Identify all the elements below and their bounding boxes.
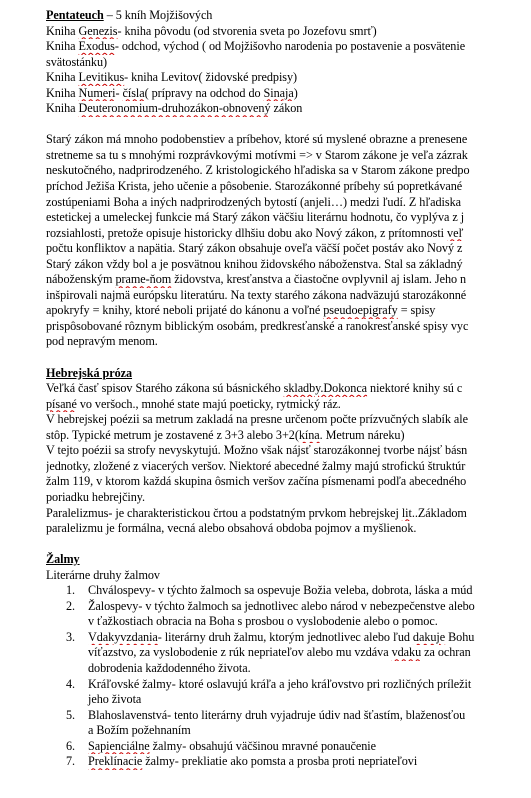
list-item-line [46,614,531,630]
misspelled-word: veľ [447,225,464,240]
text-run: Kniha [46,39,79,54]
list-item-text [88,599,475,613]
text-run: náboženským [46,272,116,287]
misspelled-word: dakuje [412,629,446,644]
text-run: Kráľovské žalmy- ktoré oslavujú kráľa a jeho kráľovstvo pri rozličných príležit [88,676,472,691]
list-number: 2. [66,598,76,613]
list-item-text [88,739,376,753]
paragraph-line [46,210,531,226]
misspelled-word: Sapienciálne [88,738,150,753]
text-run: svätostánku) [46,54,108,69]
text-run: apokryfy = knihy, ktoré neboli prijaté do kánonu a voľné [46,303,324,318]
misspelled-word: Exodus [78,39,115,54]
text-run: rozsiahlosti, pretože opisuje historicky dlhšiu dobu ako Nový zákon, z prítomnosti [46,225,448,240]
text-run: prispôsobované rôznym biblickým osobám, predkresťanské a ranokresťanské spisy vyc [46,318,469,333]
list-item-text [88,645,471,659]
text-run: žalmy- prekliatie ako pomsta a prosba proti nepriateľovi [142,754,418,769]
paragraph-line [46,241,531,257]
paragraph-line [46,163,531,179]
pentateuch-heading-rest: – 5 kníh Mojžišových [103,8,213,22]
list-item-text [88,723,191,737]
paragraph-line [46,226,531,242]
list-item-text [88,661,251,675]
misspelled-word: Preklínacie [88,754,143,769]
psalms-numbered-list [46,583,531,770]
text-run: - kniha Levitov( židovské predpisy) [124,70,298,85]
list-item-line [46,645,531,661]
list-item-line [46,677,531,693]
text-run: neskutočného, nadprirodzeného. Z kristologického hľadiska sa v Starom zákone predpo [46,163,470,178]
text-run: žalmy- obsahujú väčšinou mravné ponaučenie [149,738,376,753]
text-run: Starý zákon vždy bol a je posvätnou knihou židovského náboženstva. Stal sa základný [46,256,463,271]
psalms-heading: Žalmy [46,552,80,567]
misspelled-word: Numeri [78,85,116,100]
text-run: - [115,85,123,100]
text-run: židovstva, kresťanstva a čiastočne ovplyvnil aj islam. Jeho n [171,272,467,287]
paragraph-line [46,397,531,413]
misspelled-word: Genezis [78,23,118,38]
paragraph-line [46,443,531,459]
text-run: ..Základom [411,505,467,520]
text-run: a Božím požehnaním [88,723,191,738]
paragraph-line [46,474,531,490]
misspelled-word: čísla [122,85,145,100]
text-run: v ťažkostiach obracia na Boha s prosbou o vyslobodenie alebo o pomoc. [88,614,438,629]
text-run: = spisy [397,303,436,318]
list-item-line [46,630,531,646]
paragraph-line [46,412,531,428]
text-run: Veľká časť spisov Starého zákona sú básnického [46,381,284,396]
paragraph-line [46,179,531,195]
paragraph-line [46,195,531,211]
list-item-line [46,739,531,755]
blank-line [46,350,531,366]
list-number: 5. [66,707,76,722]
prose-heading-line [46,366,531,382]
paragraph-line [46,148,531,164]
text-run: paralelizmu je formálna, vecná alebo obsahová obdoba pojmov a myšlienok. [46,521,417,536]
text-run: estetickej a umeleckej funkcie má Starý zákon väčšiu literárnu hodnotu, čo vyplýva z j [46,210,465,225]
paragraph-line [46,319,531,335]
list-item-line [46,661,531,677]
text-run: - odchod, východ ( od Mojžišovho narodenia po postavenie a posvätenie [114,39,466,54]
paragraph-line [46,132,531,148]
text-run: Bohu [445,629,475,644]
text-run: za ochran [421,645,471,660]
misspelled-word: prame-ňom [115,272,172,287]
text-run: poriadku hebrejčiny. [46,489,146,504]
prose-heading: Hebrejská próza [46,365,133,380]
paragraph-line [46,272,531,288]
text-run: zákon [270,101,303,116]
intro-paragraph [46,132,531,350]
list-number: 3. [66,629,76,644]
list-number: 1. [66,583,76,598]
text-run: pod nepravým menom. [46,334,158,349]
paragraph-line [46,490,531,506]
misspelled-word: vdaku [391,645,422,660]
text-run: stretneme sa tu s mnohými rozprávkovými motívmi => v Starom zákone je veľa zázrak [46,147,468,162]
book-line [46,101,531,117]
misspelled-word: lit [401,505,412,520]
paragraph-line [46,257,531,273]
book-line [46,86,531,102]
book-line [46,55,531,71]
misspelled-word: pseudoepigrafy [323,303,398,318]
text-run: víťazstvo, za vyslobodenie z rúk nepriateľov alebo mu vzdáva [88,645,392,660]
text-run: V hebrejskej poézii sa metrum zakladá na presne určenom počte prízvučných slabík ale [46,412,468,427]
text-run: Kniha [46,85,79,100]
misspelled-word: kína [298,427,320,442]
misspelled-word: Deuteronomium-druhozákon-obnovený [78,101,271,116]
list-item-text [88,614,438,628]
text-run: jednotky, zložené z viacerých veršov. Niektoré abecedné žalmy majú strofickú štruktúr [46,458,466,473]
text-run: Chválospevy- v týchto žalmoch sa ospevuje Božia veleba, dobrota, láska a múd [88,583,473,598]
text-run: inšpirovali najmä európsku literatúru. Na texty starého zákona nadväzujú starozákonné [46,287,467,302]
misspelled-word: skladby.Dokonca [283,381,368,396]
list-item-line [46,708,531,724]
psalms-subheading: Literárne druhy žalmov [46,567,160,582]
text-run: - literárny druh žalmu, ktorým jednotlivec alebo ľud [157,629,413,644]
list-item-text [88,754,417,768]
book-line [46,70,531,86]
list-number: 4. [66,676,76,691]
list-item-line [46,599,531,615]
prose-paragraph [46,381,531,536]
paragraph-line [46,288,531,304]
pentateuch-heading-line [46,8,531,24]
text-run: . Metrum náreku) [319,427,405,442]
text-run: Žalospevy- v týchto žalmoch sa jednotlivec alebo národ v nebezpečenstve alebo [88,598,475,613]
list-item-line [46,583,531,599]
pentateuch-heading: Pentateuch [46,8,104,22]
book-line [46,24,531,40]
list-item-text [88,708,465,722]
text-run: Blahoslavenstvá- tento literárny druh vyjadruje údiv nad šťastím, blaženosťou [88,707,466,722]
text-run: ( prípravy na odchod do [144,85,264,100]
list-number: 6. [66,738,76,753]
text-run: V tejto poézii sa strofy nevyskytujú. Možno však nájsť starozákonnej tvorbe nájsť básn [46,443,468,458]
text-run: dobrodenia každodenného života. [88,660,251,675]
paragraph-line [46,303,531,319]
misspelled-word: Vdakyvzdania [88,629,158,644]
list-item-line [46,754,531,770]
blank-line [46,537,531,553]
text-run: Starý zákon má mnoho podobenstiev a príbehov, ktoré sú myslené obrazne a prenesene [46,132,468,147]
text-run: stôp. Typické metrum je zostavené z 3+3 alebo 3+2( [46,427,299,442]
document-page [46,8,531,770]
pentateuch-book-list [46,24,531,117]
paragraph-line [46,459,531,475]
misspelled-word: Levitikus [78,70,125,85]
text-run: - kniha pôvodu (od stvorenia sveta po Jozefovu smrť) [117,23,377,38]
paragraph-line [46,521,531,537]
misspelled-word: Sinaja [263,85,294,100]
text-run: zostúpeniami Boha a iných nadprirodzených bytostí (anjeli…) medzi ľudí. Z hľadiska [46,194,461,209]
text-run: žalm 119, v ktorom každá skupina ôsmich veršov začína písmenami podľa abecedného [46,474,467,489]
list-number: 7. [66,754,76,769]
text-run: Paralelizmus- je charakteristickou črtou a podstatným prvkom hebrejskej [46,505,402,520]
list-item-text [88,583,472,597]
book-line [46,39,531,55]
blank-line [46,117,531,133]
text-run: ) [293,85,298,100]
text-run: príchod Ježiša Krista, jeho učenie a pôsobenie. Starozákonné príbehy sú popretkávané [46,179,463,194]
text-run: počtu konfliktov a napätia. Starý zákon obsahuje oveľa väčší počet postáv ako Nový z [46,241,463,256]
psalms-heading-line [46,552,531,568]
paragraph-line [46,334,531,350]
text-run: niektoré knihy sú c [367,381,463,396]
list-item-text [88,677,471,691]
text-run: vo veršoch., mnohé state majú poeticky, rytmický ráz. [76,396,341,411]
list-item-text [88,692,141,706]
text-run: Kniha [46,101,79,116]
text-run: jeho života [88,692,142,707]
paragraph-line [46,381,531,397]
misspelled-word: písané [46,396,77,411]
list-item-text [88,630,474,644]
paragraph-line [46,506,531,522]
text-run: Kniha [46,70,79,85]
paragraph-line [46,428,531,444]
text-run: Kniha [46,23,79,38]
list-item-line [46,723,531,739]
list-item-line [46,692,531,708]
